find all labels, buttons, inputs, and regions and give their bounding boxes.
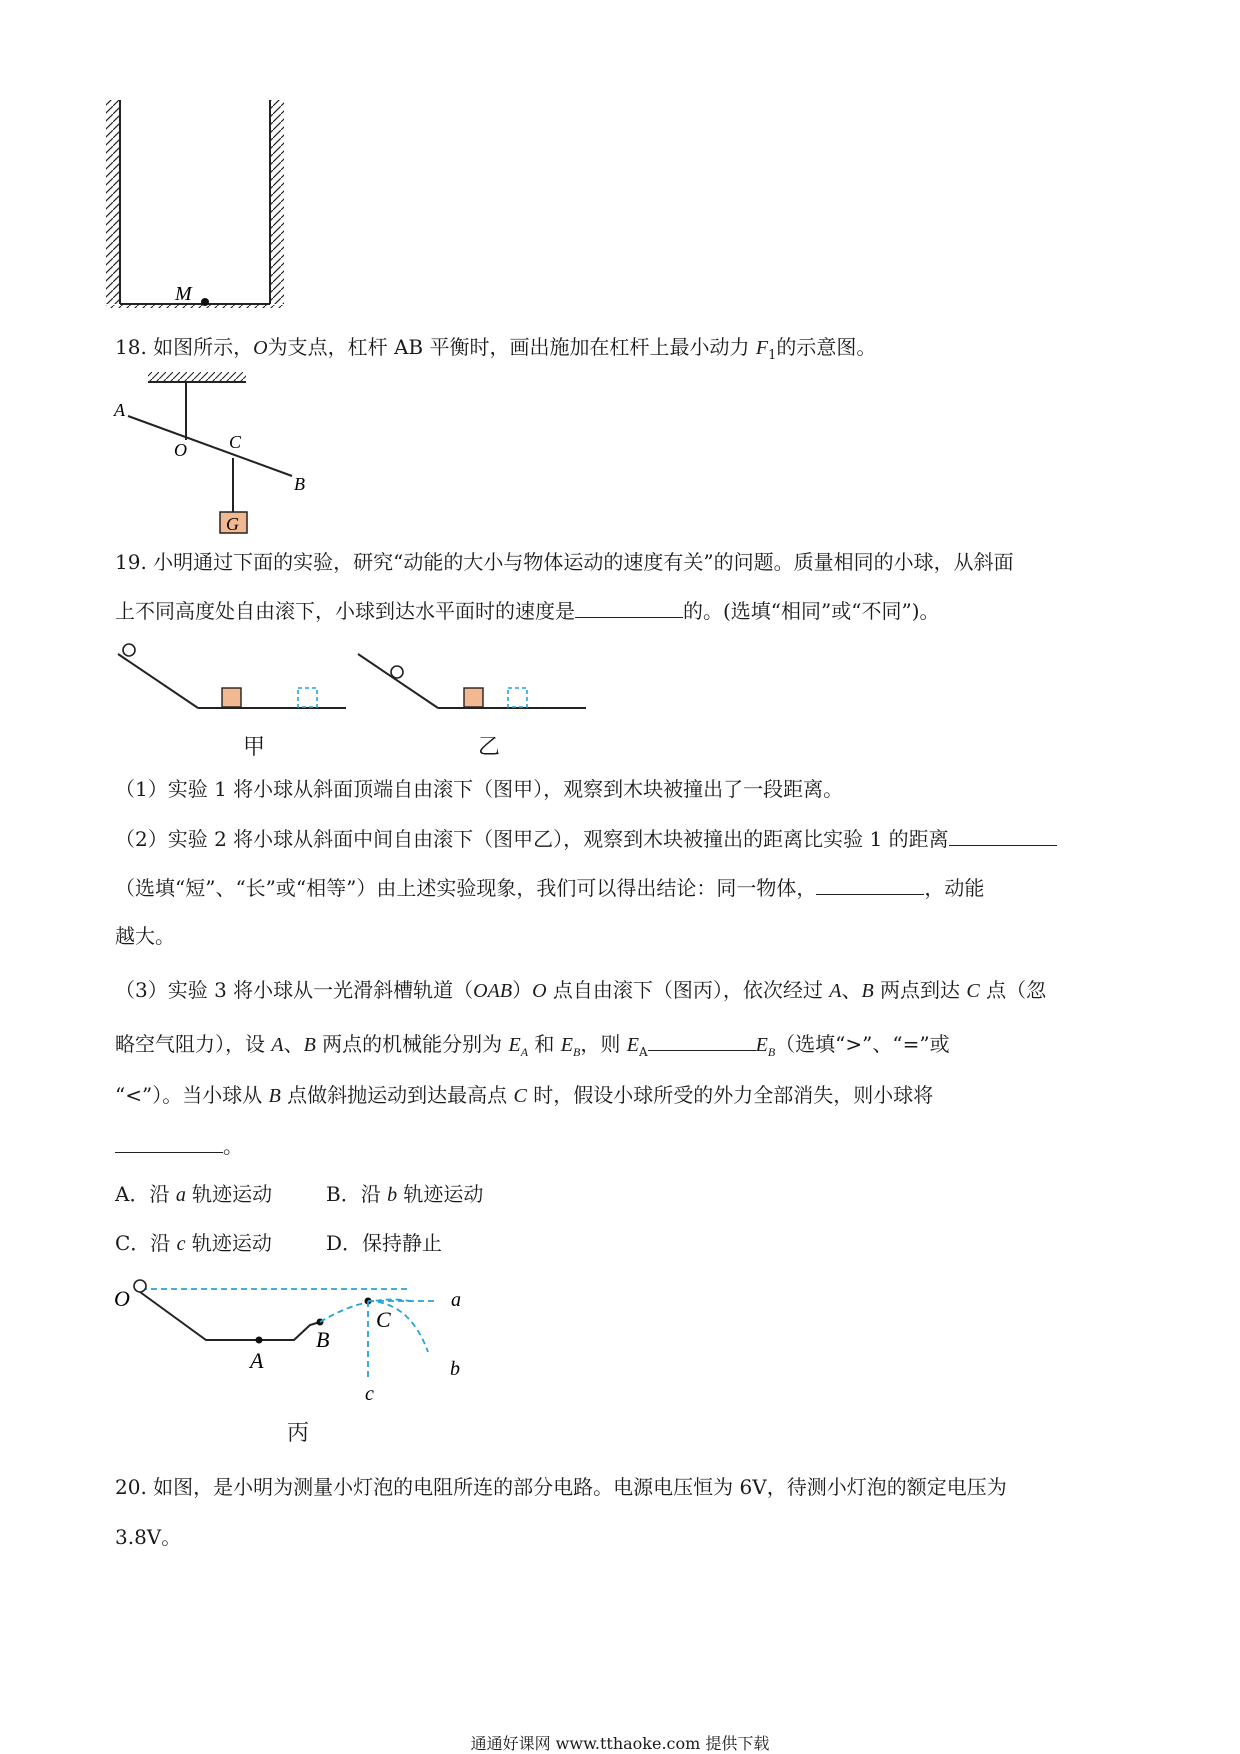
q19-p3-line3: “<”）。当小球从 B 点做斜抛运动到达最高点 C 时，假设小球所受的外力全部消失，则小球将 <box>115 1083 934 1107</box>
q19-p2b: （选填“短”、“长”或“相等”）由上述实验现象，我们可以得出结论：同一物体， ，动能 <box>115 876 985 900</box>
incline-figure-yi <box>350 638 590 718</box>
svg-text:c: c <box>365 1383 374 1405</box>
q19-line1: 19. 小明通过下面的实验，研究“动能的大小与物体运动的速度有关”的问题。质量相同的小球，从斜面 <box>115 550 1014 574</box>
blank-speed[interactable] <box>575 599 683 618</box>
svg-text:B: B <box>294 474 305 494</box>
svg-text:A: A <box>250 1348 264 1373</box>
caption-yi: 乙 <box>478 735 501 760</box>
svg-text:A: A <box>114 400 125 420</box>
option-c: C．沿 c 轨迹运动 <box>115 1231 272 1255</box>
blank-distance[interactable] <box>949 827 1057 846</box>
q20-line1: 20. 如图，是小明为测量小灯泡的电阻所连的部分电路。电源电压恒为 6V，待测小灯泡的额定电压为 <box>115 1475 1007 1499</box>
q19-p2c: 越大。 <box>115 924 175 948</box>
svg-text:B: B <box>316 1327 330 1352</box>
q19-p1: （1）实验 1 将小球从斜面顶端自由滚下（图甲），观察到木块被撞出了一段距离。 <box>115 777 844 801</box>
q20-line2: 3.8V。 <box>115 1525 182 1549</box>
q18-text: 18. 如图所示，O为支点，杠杆 AB 平衡时，画出施加在杠杆上最小动力 $F_1$的示意图。 <box>115 335 877 363</box>
svg-text:a: a <box>451 1289 461 1311</box>
q19-p3-line1: （3）实验 3 将小球从一光滑斜槽轨道（OAB）O 点自由滚下（图丙），依次经过 A、B 两点到达 C 点（忽 <box>115 978 1047 1002</box>
label-M: M <box>175 283 192 305</box>
page-footer: 通通好课网 www.tthaoke.com 提供下载 <box>470 1734 770 1753</box>
q19-p3-line2: 略空气阻力），设 A、B 两点的机械能分别为 $E_A$ 和 $E_B$，则 $E_A$ $E_B$（选填“>”、“=”或 <box>115 1032 950 1059</box>
svg-text:C: C <box>376 1307 391 1332</box>
svg-text:b: b <box>450 1358 460 1380</box>
caption-jia: 甲 <box>243 735 266 760</box>
blank-conclusion[interactable] <box>816 876 924 895</box>
option-d: D．保持静止 <box>326 1231 443 1255</box>
option-a: A．沿 a 轨迹运动 <box>115 1182 273 1206</box>
lever-figure <box>110 372 330 537</box>
q19-p2: （2）实验 2 将小球从斜面中间自由滚下（图甲乙），观察到木块被撞出的距离比实验 1 的距离 <box>115 825 1057 853</box>
blank-energy-compare[interactable] <box>648 1032 756 1051</box>
caption-bing: 丙 <box>287 1421 310 1446</box>
track-figure-bing <box>110 1272 480 1422</box>
svg-text:G: G <box>226 514 239 534</box>
container-figure <box>105 98 285 308</box>
svg-text:C: C <box>229 432 242 452</box>
q19-p3-line4: 。 <box>115 1132 243 1160</box>
q19-line2: 上不同高度处自由滚下，小球到达水平面时的速度是 的。(选填“相同”或“不同”)。 <box>115 599 940 623</box>
svg-text:O: O <box>174 440 187 460</box>
incline-figure-jia <box>110 638 350 718</box>
blank-motion[interactable] <box>115 1134 223 1153</box>
option-b: B．沿 b 轨迹运动 <box>326 1182 484 1206</box>
svg-text:O: O <box>114 1286 130 1311</box>
